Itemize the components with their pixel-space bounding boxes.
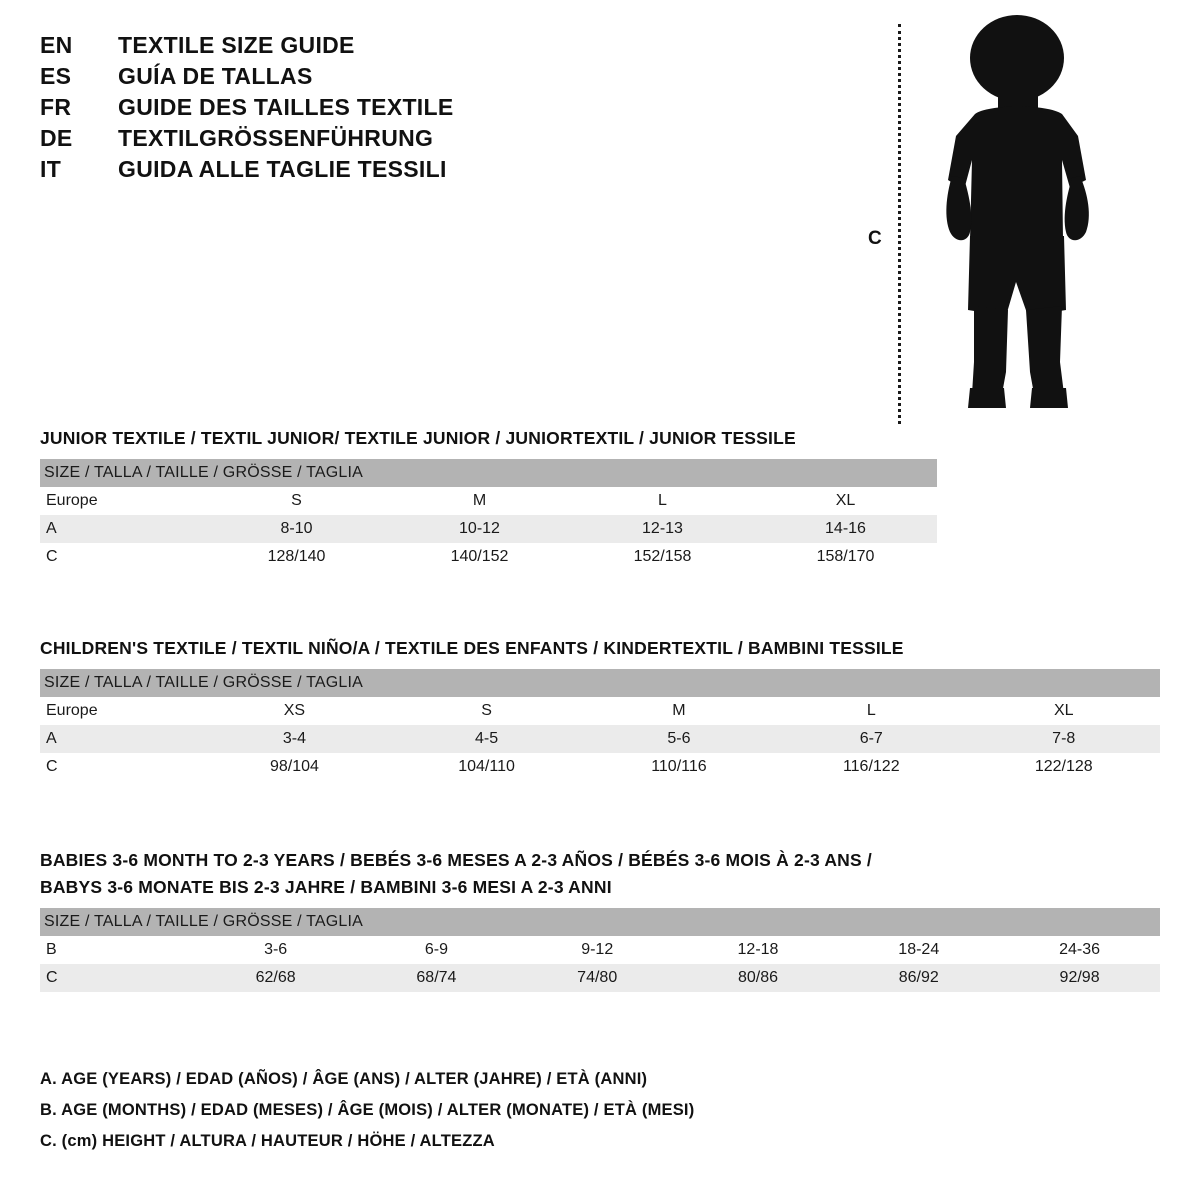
title-block xyxy=(40,32,660,187)
title-text-it: GUIDA ALLE TAGLIE TESSILI xyxy=(118,156,447,182)
babies-row1-val0: 62/68 xyxy=(195,964,356,992)
children-row0-label: Europe xyxy=(40,697,198,725)
children-row0-val1: S xyxy=(390,697,582,725)
children-row0-val4: XL xyxy=(967,697,1160,725)
legend-line-c: C. (cm) HEIGHT / ALTURA / HAUTEUR / HÖHE / ALTEZZA xyxy=(40,1132,495,1150)
junior-row2-val0: 128/140 xyxy=(205,543,388,571)
children-row1-val4: 7-8 xyxy=(967,725,1160,753)
section-heading-children-text: CHILDREN'S TEXTILE / TEXTIL NIÑO/A / TEXTILE DES ENFANTS / KINDERTEXTIL / BAMBINI TESSILE xyxy=(40,638,904,658)
junior-row0-val2: L xyxy=(571,487,754,515)
section-babies xyxy=(40,850,1160,992)
babies-row0-val1: 6-9 xyxy=(356,936,517,964)
junior-row0-label: Europe xyxy=(40,487,205,515)
section-heading-babies-line2: BABYS 3-6 MONATE BIS 2-3 JAHRE / BAMBINI 3-6 MESI A 2-3 ANNI xyxy=(40,877,612,897)
babies-row1-val2: 74/80 xyxy=(517,964,678,992)
title-lang-it: IT xyxy=(40,156,62,182)
babies-row0-val5: 24-36 xyxy=(999,936,1160,964)
table-row xyxy=(40,753,1160,781)
junior-size-table xyxy=(40,459,937,571)
child-silhouette-icon xyxy=(920,10,1120,430)
babies-row1-val1: 68/74 xyxy=(356,964,517,992)
babies-row1-val3: 80/86 xyxy=(678,964,839,992)
babies-row0-label: B xyxy=(40,936,195,964)
junior-row0-val1: M xyxy=(388,487,571,515)
junior-row1-label: A xyxy=(40,515,205,543)
title-row-es xyxy=(40,63,660,90)
children-row1-val1: 4-5 xyxy=(390,725,582,753)
babies-row0-val0: 3-6 xyxy=(195,936,356,964)
table-band-row xyxy=(40,908,1160,936)
legend-line-a: A. AGE (YEARS) / EDAD (AÑOS) / ÂGE (ANS) / ALTER (JAHRE) / ETÀ (ANNI) xyxy=(40,1070,648,1088)
legend-block xyxy=(40,1070,1140,1163)
table-row xyxy=(40,964,1160,992)
children-row0-val0: XS xyxy=(198,697,390,725)
babies-row0-val3: 12-18 xyxy=(678,936,839,964)
title-lang-es: ES xyxy=(40,63,72,89)
junior-row1-val0: 8-10 xyxy=(205,515,388,543)
children-row2-val1: 104/110 xyxy=(390,753,582,781)
height-measure-label: C xyxy=(868,228,882,249)
junior-row2-val2: 152/158 xyxy=(571,543,754,571)
title-text-es: GUÍA DE TALLAS xyxy=(118,63,313,89)
children-row1-val2: 5-6 xyxy=(583,725,775,753)
junior-row2-label: C xyxy=(40,543,205,571)
junior-row1-val2: 12-13 xyxy=(571,515,754,543)
title-row-de xyxy=(40,125,660,152)
table-row xyxy=(40,515,937,543)
title-lang-de: DE xyxy=(40,125,73,151)
height-measurement-figure xyxy=(840,10,1140,430)
children-row1-val0: 3-4 xyxy=(198,725,390,753)
junior-row1-val3: 14-16 xyxy=(754,515,937,543)
section-heading-junior: JUNIOR TEXTILE / TEXTIL JUNIOR/ TEXTILE JUNIOR / JUNIORTEXTIL / JUNIOR TESSILE xyxy=(40,428,796,448)
title-text-de: TEXTILGRÖSSENFÜHRUNG xyxy=(118,125,434,151)
junior-row0-val3: XL xyxy=(754,487,937,515)
children-row1-val3: 6-7 xyxy=(775,725,967,753)
babies-row1-label: C xyxy=(40,964,195,992)
section-heading-babies: BABIES 3-6 MONTH TO 2-3 YEARS / BEBÉS 3-6 MESES A 2-3 AÑOS / BÉBÉS 3-6 MOIS À 2-3 ANS / xyxy=(40,850,872,870)
babies-row1-val4: 86/92 xyxy=(838,964,999,992)
title-lang-fr: FR xyxy=(40,94,72,120)
children-row2-val0: 98/104 xyxy=(198,753,390,781)
legend-line-b: B. AGE (MONTHS) / EDAD (MESES) / ÂGE (MOIS) / ALTER (MONATE) / ETÀ (MESI) xyxy=(40,1101,695,1119)
babies-row1-val5: 92/98 xyxy=(999,964,1160,992)
junior-row2-val3: 158/170 xyxy=(754,543,937,571)
junior-band-label: SIZE / TALLA / TAILLE / GRÖSSE / TAGLIA xyxy=(40,459,937,487)
babies-row0-val4: 18-24 xyxy=(838,936,999,964)
table-band-row xyxy=(40,669,1160,697)
section-heading-children xyxy=(40,638,1160,659)
babies-band-label: SIZE / TALLA / TAILLE / GRÖSSE / TAGLIA xyxy=(40,908,1160,936)
table-row xyxy=(40,936,1160,964)
children-row2-val4: 122/128 xyxy=(967,753,1160,781)
babies-row0-val2: 9-12 xyxy=(517,936,678,964)
children-size-table xyxy=(40,669,1160,781)
children-row1-label: A xyxy=(40,725,198,753)
junior-row0-val0: S xyxy=(205,487,388,515)
title-lang-en: EN xyxy=(40,32,73,58)
children-row0-val3: L xyxy=(775,697,967,725)
title-row-fr xyxy=(40,94,660,121)
section-junior xyxy=(40,428,1160,571)
table-row xyxy=(40,487,937,515)
section-children xyxy=(40,638,1160,781)
title-text-fr: GUIDE DES TAILLES TEXTILE xyxy=(118,94,454,120)
table-row xyxy=(40,543,937,571)
children-row2-val2: 110/116 xyxy=(583,753,775,781)
title-row-it xyxy=(40,156,660,183)
table-row xyxy=(40,725,1160,753)
height-dotted-line xyxy=(898,24,901,424)
babies-size-table xyxy=(40,908,1160,992)
table-row xyxy=(40,697,1160,725)
children-row0-val2: M xyxy=(583,697,775,725)
junior-row2-val1: 140/152 xyxy=(388,543,571,571)
children-row2-label: C xyxy=(40,753,198,781)
title-text-en: TEXTILE SIZE GUIDE xyxy=(118,32,355,58)
junior-row1-val1: 10-12 xyxy=(388,515,571,543)
children-row2-val3: 116/122 xyxy=(775,753,967,781)
children-band-label: SIZE / TALLA / TAILLE / GRÖSSE / TAGLIA xyxy=(40,669,1160,697)
title-row-en xyxy=(40,32,660,59)
table-band-row xyxy=(40,459,937,487)
